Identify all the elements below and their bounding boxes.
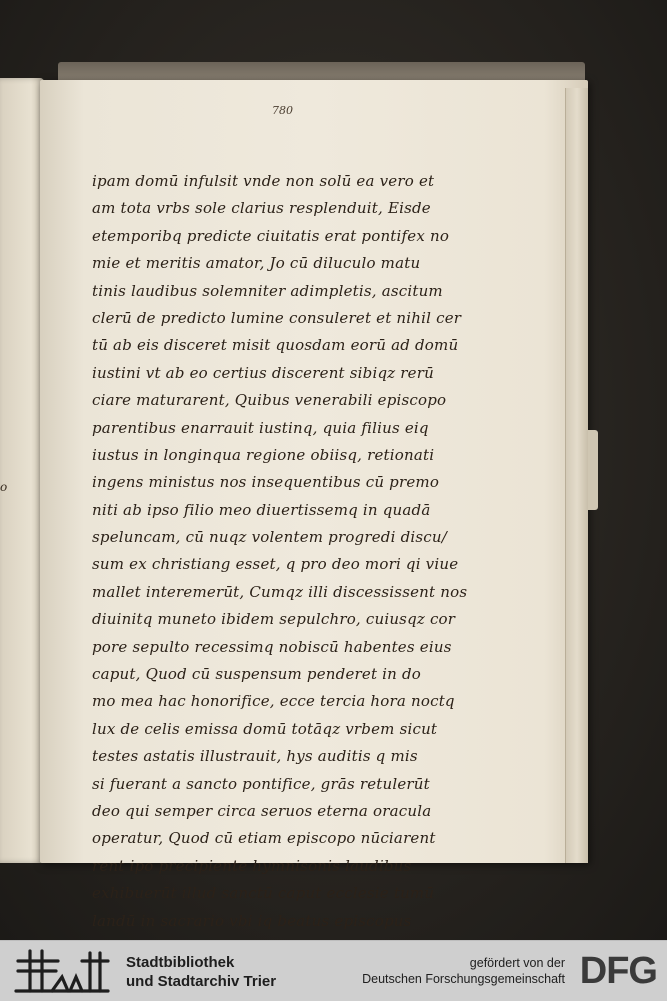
library-name-line1: Stadtbibliothek (126, 954, 235, 971)
text-line: mo mea hac honorifice, ecce tercia hora noctq (92, 692, 455, 711)
library-name-line2: und Stadtarchiv Trier (126, 973, 277, 990)
text-line: niti ab ipso filio meo diuertissemq in quadā (92, 500, 431, 519)
text-line: ciare maturarent, Quibus venerabili episcopo (92, 391, 447, 410)
page-fore-edge (565, 88, 588, 863)
margin-mark: o (0, 480, 8, 494)
text-line: iustus in longinqua regione obiisq, retionati (92, 445, 435, 464)
text-line: mallet interemerūt, Cumqz illi discessissent nos (92, 582, 468, 601)
text-line: landū in sacrario vbi iq beatus episcopus (92, 911, 412, 930)
folio-number: 780 (272, 104, 293, 117)
funder-line2: Deutschen Forschungsgemeinschaft (362, 972, 565, 986)
text-line: parentibus enarrauit iustinq, quia filius eiq (92, 418, 429, 437)
text-line: testes astatis illustrauit, hys auditis q mis (92, 747, 418, 766)
dfg-logo: DFG (579, 950, 657, 992)
text-line: operatur, Quod cū etiam episcopo nūciarent (92, 829, 436, 848)
text-line: caput, Quod cū suspensum penderet in do (92, 665, 422, 684)
text-line: tinis laudibus solemniter adimpletis, ascitum (92, 281, 443, 300)
text-line: lux de celis emissa domū totāqz vrbem sicut (92, 719, 438, 738)
text-line: sum ex christiang esset, q pro deo mori qi viue (92, 555, 459, 574)
text-line: clerū de predicto lumine consuleret et nihil cer (92, 308, 462, 327)
text-line: rent ipo precipiente hymnisonis laudibus (92, 856, 412, 875)
text-line: exhibuerūt illud sanctū caput ecclesie tumū (92, 884, 435, 903)
footer-bar (0, 940, 667, 1001)
library-logo-icon (12, 947, 112, 995)
text-line: ipam domū infulsit vnde non solū ea vero et (92, 172, 435, 190)
text-line: pore sepulto recessimq nobiscū habentes eius (92, 637, 452, 656)
text-line: si fuerant a sancto pontifice, grās retulerūt (92, 774, 430, 793)
text-line: etemporibq predicte ciuitatis erat pontifex no (92, 226, 450, 245)
text-line: ingens ministus nos insequentibus cū premo (92, 473, 440, 492)
page-tab (588, 430, 598, 510)
text-line: iustini vt ab eo certius discerent sibiqz rerū (92, 363, 434, 382)
text-line: tū ab eis disceret misit quosdam eorū ad domū (92, 336, 459, 355)
facing-page-edge (0, 78, 44, 863)
text-line: mie et meritis amator, Jo cū diluculo matu (92, 254, 421, 273)
funder-text (362, 955, 565, 987)
text-line: am tota vrbs sole clarius resplenduit, Eisde (92, 199, 431, 218)
text-line: diuinitq muneto ibidem sepulchro, cuiusqz cor (92, 610, 456, 629)
manuscript-text (92, 168, 472, 935)
text-line: speluncam, cū nuqz volentem progredi discu/ (92, 528, 447, 547)
funder-line1: gefördert von der (469, 956, 565, 970)
library-name (126, 953, 276, 991)
text-line: deo qui semper circa seruos eterna oracula (92, 801, 432, 820)
